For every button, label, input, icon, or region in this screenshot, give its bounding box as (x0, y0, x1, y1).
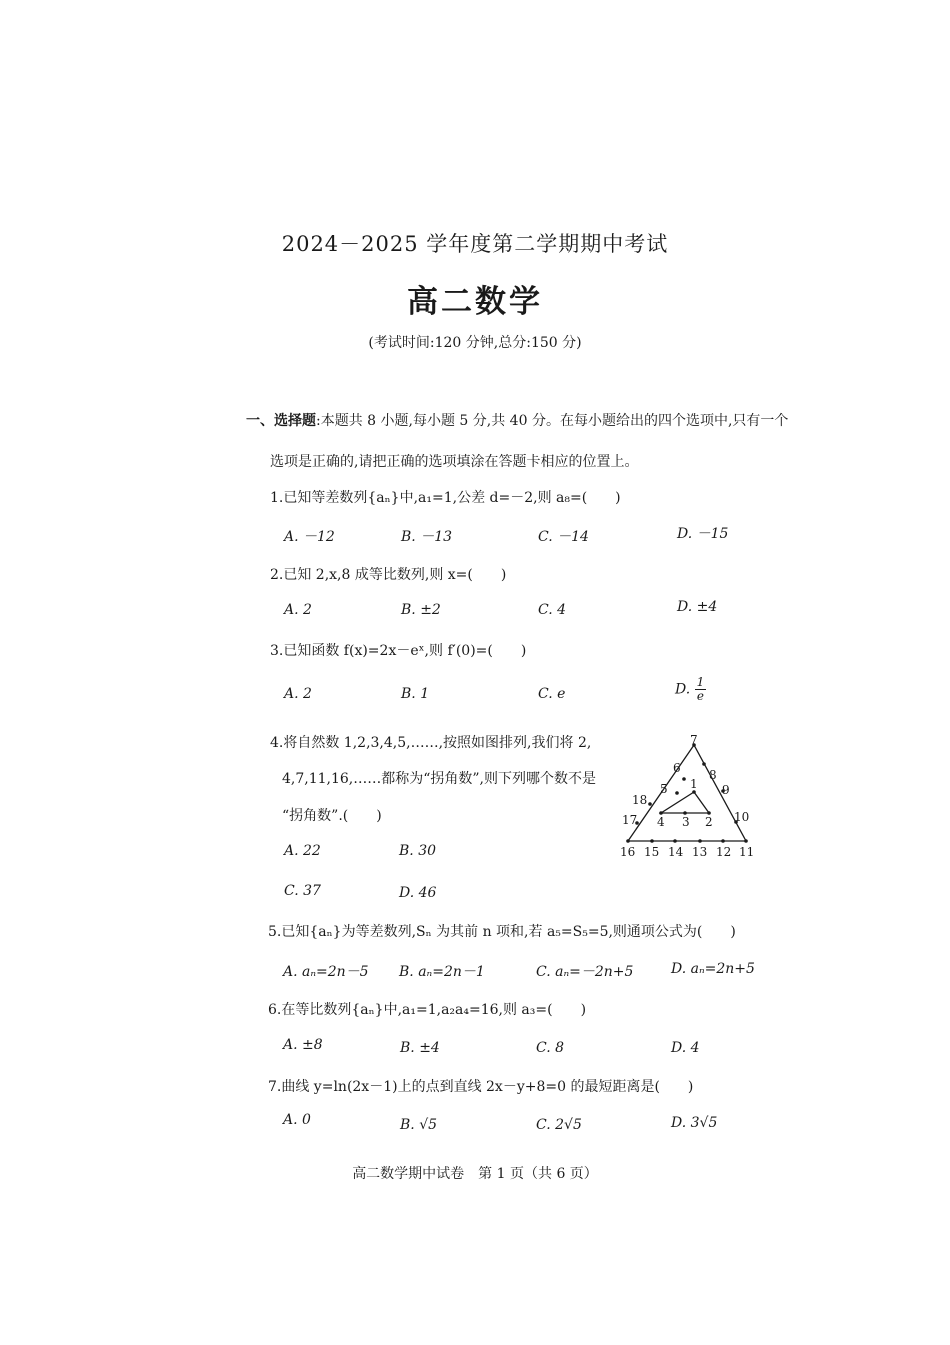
figure-label-10: 10 (734, 810, 750, 824)
section-instructions-line1 (246, 410, 788, 430)
subject-title: 高二数学 (407, 284, 543, 320)
question-1-option-b: B. －13 (401, 529, 453, 545)
section-instructions-line2: 选项是正确的,请把正确的选项填涂在答题卡相应的位置上。 (270, 454, 639, 470)
inner-triangle (661, 792, 709, 813)
question-1-option-a: A. －12 (284, 529, 335, 545)
figure-label-4: 4 (657, 815, 665, 829)
figure-label-5: 5 (660, 782, 668, 796)
figure-label-9: 9 (722, 783, 730, 797)
question-4-option-d: D. 46 (399, 885, 437, 901)
question-5-option-c: C. aₙ=－2n+5 (536, 964, 634, 980)
question-4-stem-line2: 4,7,11,16,……都称为“拐角数”,则下列哪个数不是 (282, 771, 597, 787)
question-6-option-a: A. ±8 (283, 1037, 323, 1053)
figure-label-18: 18 (632, 793, 648, 807)
figure-label-6: 6 (673, 761, 681, 775)
question-7-option-d: D. 3√5 (671, 1115, 718, 1131)
question-2-option-a: A. 2 (284, 602, 312, 618)
question-3-option-d-label: D. (675, 681, 691, 698)
question-1-option-d: D. －15 (677, 526, 729, 542)
question-7-stem: 7.曲线 y=ln(2x－1)上的点到直线 2x－y+8=0 的最短距离是( ) (268, 1079, 694, 1095)
question-4-option-c: C. 37 (284, 883, 321, 899)
figure-label-2: 2 (705, 815, 713, 829)
question-3-option-b: B. 1 (401, 686, 430, 702)
question-3-option-a: A. 2 (284, 686, 312, 702)
figure-label-11: 11 (739, 845, 755, 859)
question-4-stem-line1: 4.将自然数 1,2,3,4,5,……,按照如图排列,我们将 2, (270, 735, 592, 751)
question-3-option-c: C. e (538, 686, 566, 702)
exam-info: (考试时间:120 分钟,总分:150 分) (368, 335, 582, 351)
question-5-stem: 5.已知{aₙ}为等差数列,Sₙ 为其前 n 项和,若 a₅=S₅=5,则通项公式为( ) (268, 924, 736, 940)
question-1-option-c: C. －14 (538, 529, 589, 545)
section-heading: 一、选择题 (246, 413, 316, 429)
fraction-denominator: e (696, 689, 705, 703)
question-4-option-b: B. 30 (399, 843, 437, 859)
question-3-stem: 3.已知函数 f(x)=2x－eˣ,则 f′(0)=( ) (270, 643, 527, 659)
fraction-one-over-e (695, 676, 707, 703)
question-6-option-b: B. ±4 (400, 1040, 440, 1056)
corner-number-triangle-figure (610, 728, 760, 863)
question-5-option-d: D. aₙ=2n+5 (671, 961, 755, 977)
page-footer: 高二数学期中试卷 第 1 页（共 6 页） (352, 1166, 598, 1182)
question-2-option-c: C. 4 (538, 602, 567, 618)
question-5-option-a: A. aₙ=2n－5 (283, 964, 369, 980)
figure-label-12: 12 (716, 845, 732, 859)
figure-label-15: 15 (644, 845, 660, 859)
question-6-stem: 6.在等比数列{aₙ}中,a₁=1,a₂a₄=16,则 a₃=( ) (268, 1002, 587, 1018)
figure-label-1: 1 (690, 777, 698, 791)
question-3-option-d (675, 676, 706, 703)
question-6-option-d: D. 4 (671, 1040, 700, 1056)
figure-label-14: 14 (668, 845, 684, 859)
question-2-option-d: D. ±4 (677, 599, 718, 615)
figure-label-17: 17 (622, 813, 638, 827)
question-2-option-b: B. ±2 (401, 602, 441, 618)
question-4-stem-line3: “拐角数”.( ) (282, 808, 382, 824)
figure-label-7: 7 (690, 733, 698, 747)
section-instructions-text: :本题共 8 小题,每小题 5 分,共 40 分。在每小题给出的四个选项中,只有一个 (316, 413, 789, 429)
question-2-stem: 2.已知 2,x,8 成等比数列,则 x=( ) (270, 567, 507, 583)
figure-label-16: 16 (620, 845, 636, 859)
question-7-option-a: A. 0 (283, 1112, 311, 1128)
question-5-option-b: B. aₙ=2n－1 (399, 964, 485, 980)
question-1-stem: 1.已知等差数列{aₙ}中,a₁=1,公差 d=－2,则 a₈=( ) (270, 490, 621, 506)
question-7-option-b: B. √5 (400, 1117, 438, 1133)
question-6-option-c: C. 8 (536, 1040, 565, 1056)
figure-label-13: 13 (692, 845, 708, 859)
exam-title: 2024－2025 学年度第二学期期中考试 (281, 232, 669, 256)
figure-label-8: 8 (709, 768, 717, 782)
fraction-numerator: 1 (696, 675, 705, 689)
question-4-option-a: A. 22 (284, 843, 321, 859)
question-7-option-c: C. 2√5 (536, 1117, 582, 1133)
figure-label-3: 3 (682, 815, 690, 829)
